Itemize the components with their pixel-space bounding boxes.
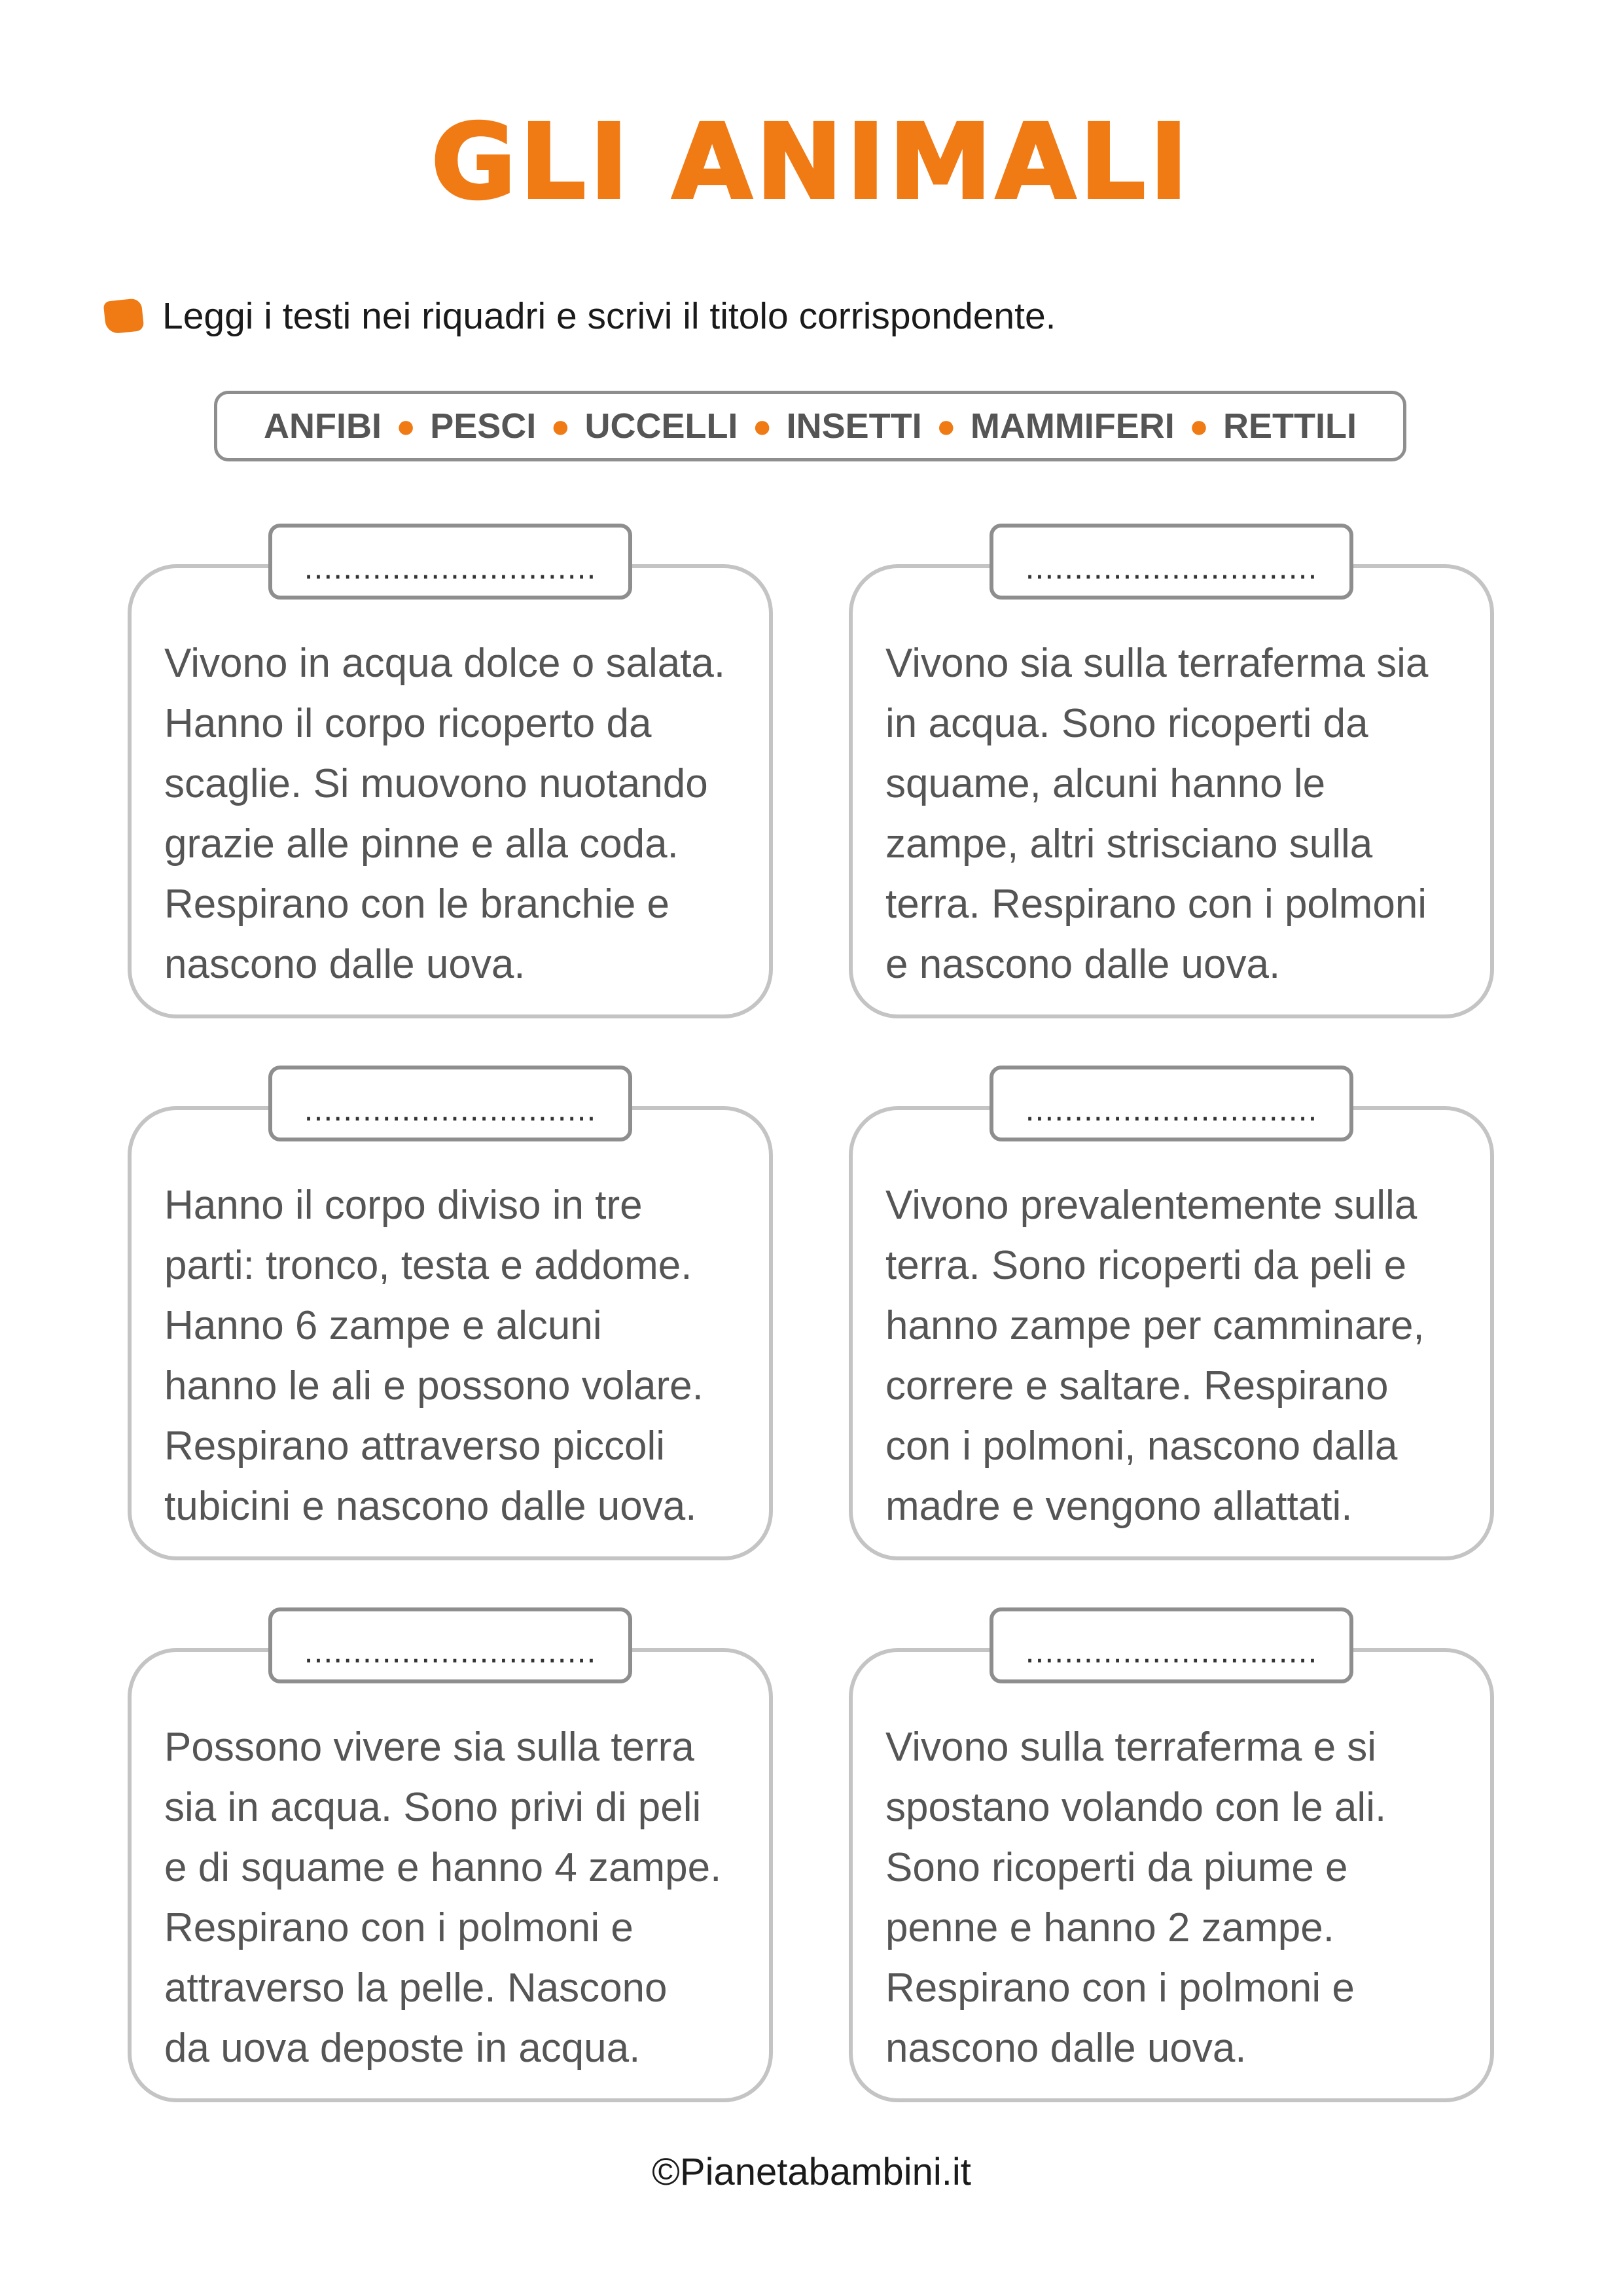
bullet-dot-icon: ● bbox=[395, 408, 416, 444]
word-bank-item: UCCELLI bbox=[584, 406, 738, 446]
word-bank-item: RETTILI bbox=[1223, 406, 1357, 446]
instruction bbox=[105, 293, 1056, 339]
description-card bbox=[128, 1106, 773, 1560]
description-card bbox=[849, 1106, 1494, 1560]
card-text: Vivono in acqua dolce o salata. Hanno il corpo ricoperto da scaglie. Si muovono nuotando grazie alle pinne e alla coda. Respirano con le branchie e nascono dalle uova. bbox=[164, 641, 726, 987]
card-text: Possono vivere sia sulla terra sia in acqua. Sono privi di peli e di squame e hanno 4 zampe. Respirano con i polmoni e attraverso la pelle. Nascono da uova deposte in acqua. bbox=[164, 1725, 722, 2071]
word-bank-item: ANFIBI bbox=[264, 406, 382, 446]
card-text: Vivono sulla terraferma e si spostano volando con le ali. Sono ricoperti da piume e penne e hanno 2 zampe. Respirano con i polmoni e nascono dalle uova. bbox=[885, 1725, 1387, 2071]
description-card bbox=[849, 1648, 1494, 2102]
answer-blank[interactable]: .............................. bbox=[990, 1066, 1353, 1141]
word-bank-item: MAMMIFERI bbox=[970, 406, 1175, 446]
description-card bbox=[128, 564, 773, 1018]
word-bank-item: INSETTI bbox=[786, 406, 922, 446]
word-bank bbox=[214, 391, 1406, 461]
bullet-icon bbox=[103, 298, 145, 334]
footer-copyright: ©Pianetabambini.it bbox=[652, 2151, 971, 2193]
answer-blank[interactable]: .............................. bbox=[268, 1607, 632, 1683]
description-card bbox=[128, 1648, 773, 2102]
card-text: Vivono prevalentemente sulla terra. Sono ricoperti da peli e hanno zampe per camminare, correre e saltare. Respirano con i polmoni, nascono dalla madre e vengono allattati. bbox=[885, 1183, 1425, 1529]
card-text: Hanno il corpo diviso in tre parti: tronco, testa e addome. Hanno 6 zampe e alcuni hanno le ali e possono volare. Respirano attraverso piccoli tubicini e nascono dalle uova. bbox=[164, 1183, 704, 1529]
page-title: GLI ANIMALI bbox=[431, 102, 1192, 223]
word-bank-item: PESCI bbox=[430, 406, 537, 446]
instruction-text: Leggi i testi nei riquadri e scrivi il titolo corrispondente. bbox=[162, 295, 1056, 337]
bullet-dot-icon: ● bbox=[752, 408, 772, 444]
bullet-dot-icon: ● bbox=[550, 408, 571, 444]
answer-blank[interactable]: .............................. bbox=[990, 1607, 1353, 1683]
description-card bbox=[849, 564, 1494, 1018]
bullet-dot-icon: ● bbox=[1188, 408, 1209, 444]
answer-blank[interactable]: .............................. bbox=[990, 524, 1353, 600]
answer-blank[interactable]: .............................. bbox=[268, 1066, 632, 1141]
answer-blank[interactable]: .............................. bbox=[268, 524, 632, 600]
bullet-dot-icon: ● bbox=[936, 408, 956, 444]
card-text: Vivono sia sulla terraferma sia in acqua. Sono ricoperti da squame, alcuni hanno le zampe, altri strisciano sulla terra. Respirano con i polmoni e nascono dalle uova. bbox=[885, 641, 1429, 987]
